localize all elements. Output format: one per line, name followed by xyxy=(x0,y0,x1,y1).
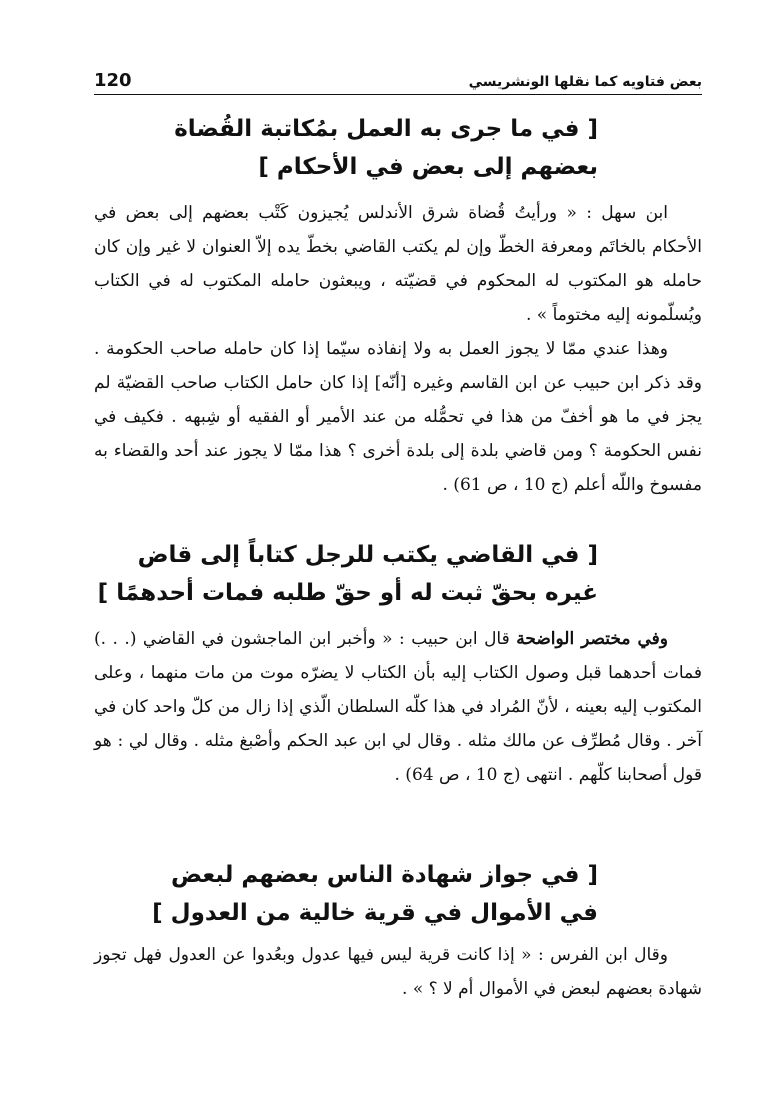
running-title: بعض فتاويه كما نقلها الونشريسي xyxy=(468,74,702,90)
paragraph-text: قال ابن حبيب : « وأخبر ابن الماجشون في القاضي (. . .) فمات أحدهما قبل وصول الكتاب إليه بأن الكتاب لا يضرّه موت من مات منهما ، وعلى المكتوب إليه بعينه ، لأنّ المُراد في هذا كلّه السلطان الّذي إذا زال من كلّ واحد كان في آخر . وقال مُطرِّف عن مالك مثله . وقال لي ابن عبد الحكم وأصْبغ مثله . وقال لي : هو قول أصحابنا كلّهم . انتهى (ج 10 ، ص 64) . xyxy=(94,629,702,785)
section-heading xyxy=(174,110,598,186)
heading-line: غيره بحقّ ثبت له أو حقّ طلبه فمات أحدهمًا ] xyxy=(97,580,598,606)
heading-line: [ في ما جرى به العمل بمُكاتبة القُضاة xyxy=(174,116,598,142)
section-heading xyxy=(152,856,598,932)
heading-line: بعضهم إلى بعض في الأحكام ] xyxy=(258,154,598,180)
paragraph: ابن سهل : « ورأيتُ قُضاة شرق الأندلس يُجيزون كَتْب بعضهم إلى بعض في الأحكام بالخاتَم ومعرفة الخطّ وإن لم يكتب القاضي بخطّ يده إلاّ العنوان لا غير وإن كان حامله هو المكتوب له المحكوم في قضيّته ، ويبعثون حامله المكتوب له في الكتاب ويُسلّمونه إليه مختوماً » . xyxy=(94,203,702,325)
header-rule xyxy=(94,94,702,95)
section-body xyxy=(94,938,702,1006)
heading-line: [ في القاضي يكتب للرجل كتاباً إلى قاض xyxy=(137,542,598,568)
section-body xyxy=(94,196,702,502)
paragraph: وقال ابن الفرس : « إذا كانت قرية ليس فيها عدول وبعُدوا عن العدول فهل تجوز شهادة بعضهم لبعض في الأموال أم لا ؟ » . xyxy=(94,945,702,999)
paragraph xyxy=(94,622,702,792)
page-number: 120 xyxy=(94,70,132,91)
paragraph: وهذا عندي ممّا لا يجوز العمل به ولا إنفاذه سيّما إذا كان حامله صاحب الحكومة . وقد ذكر ابن حبيب عن ابن القاسم وغيره [أنّه] إذا كان حامل الكتاب صاحب القضيّة لم يجز في ما هو أخفّ من هذا في تحمُّله من عند الأمير أو الفقيه أو شِبهه . فكيف في نفس الحكومة ؟ ومن قاضي بلدة إلى بلدة أخرى ؟ هذا ممّا لا يجوز عند أحد والقضاء به مفسوخ واللّه أعلم (ج 10 ، ص 61) . xyxy=(94,339,702,495)
heading-line: [ في جواز شهادة الناس بعضهم لبعض xyxy=(171,862,598,888)
section-body xyxy=(94,622,702,792)
section-heading xyxy=(98,536,598,612)
heading-line: في الأموال في قرية خالية من العدول ] xyxy=(152,900,598,926)
paragraph-lead: وفي مختصر الواضحة xyxy=(516,629,669,649)
running-head xyxy=(94,70,702,91)
